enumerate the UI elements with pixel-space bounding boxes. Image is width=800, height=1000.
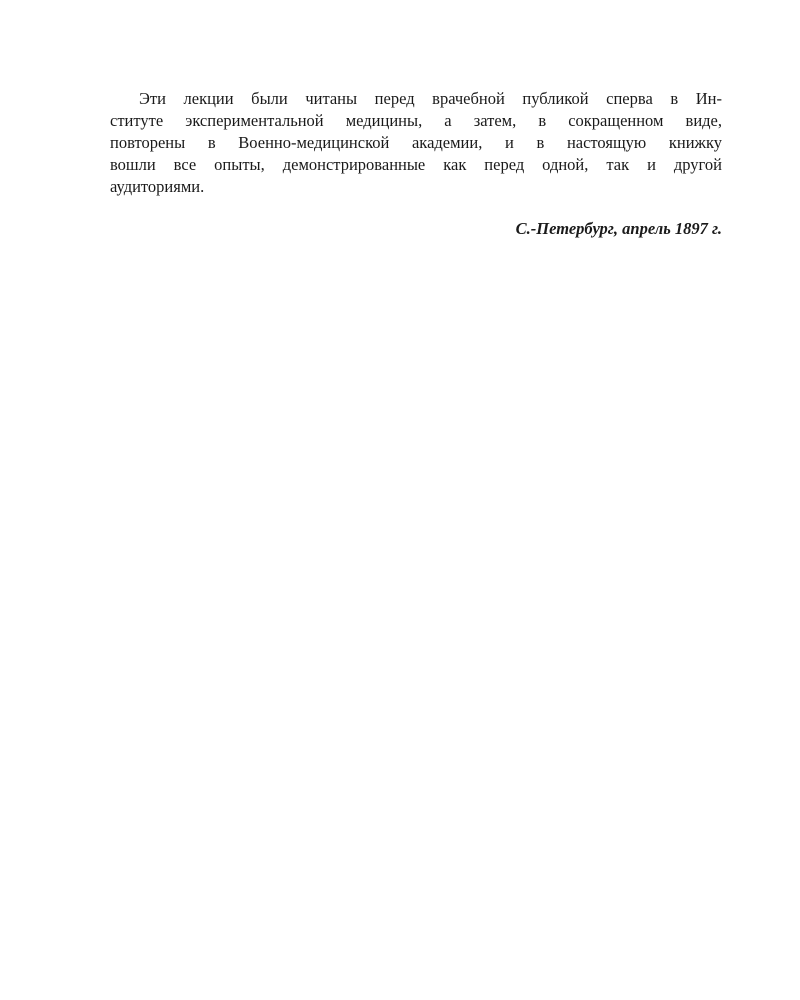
place-date-signature: С.-Петербург, апрель 1897 г.	[515, 219, 722, 238]
preface-text-block	[110, 88, 722, 240]
paragraph-line: ституте экспериментальной медицины, а затем, в сокращенном виде,	[110, 111, 722, 130]
paragraph-line: вошли все опыты, демонстрированные как перед одной, так и другой	[110, 155, 722, 174]
paragraph-line: аудиториями.	[110, 177, 205, 196]
paragraph-line: Эти лекции были читаны перед врачебной публикой сперва в Ин-	[139, 89, 722, 108]
paragraph-line: повторены в Военно-медицинской академии, и в настоящую книжку	[110, 133, 722, 152]
